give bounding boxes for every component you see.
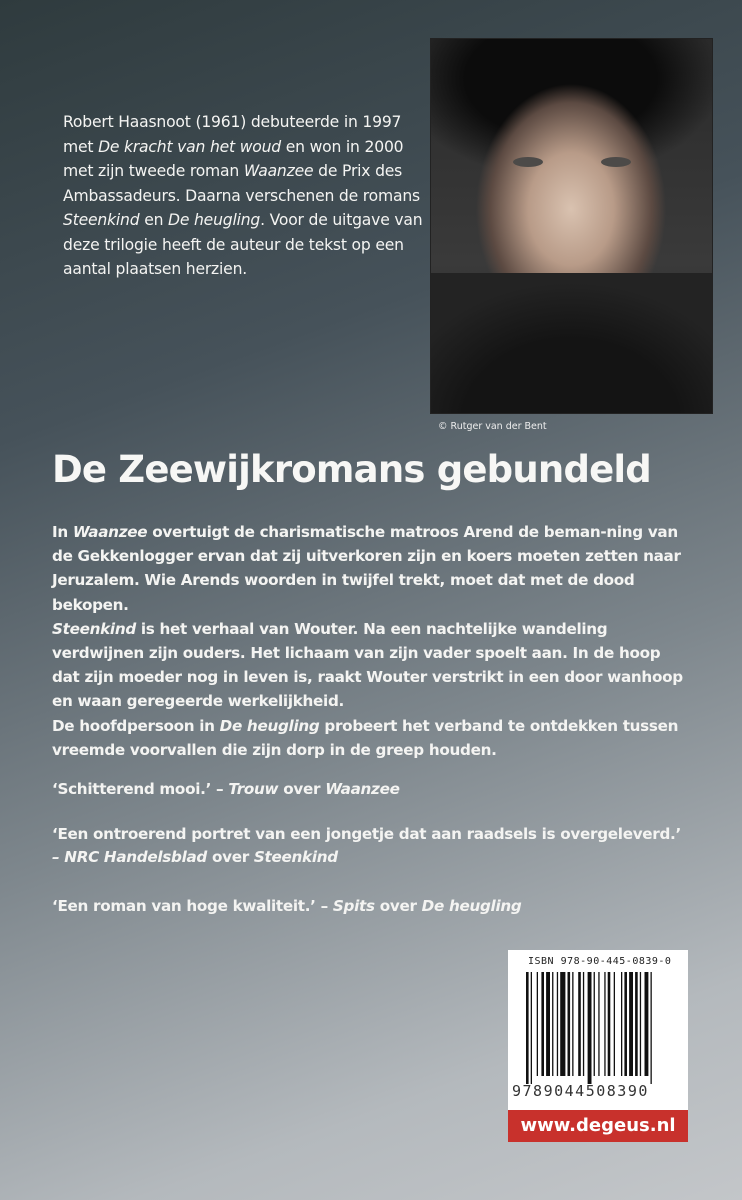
barcode-bar <box>629 972 633 1076</box>
barcode-bar <box>635 972 638 1076</box>
review-quote <box>52 823 681 869</box>
text-segment: over <box>374 897 422 915</box>
blurb-paragraph <box>52 714 692 762</box>
text-segment: ‘Een roman van hoge kwaliteit.’ – <box>52 897 333 915</box>
barcode-bar <box>560 972 565 1076</box>
text-segment: over <box>207 848 254 866</box>
text-segment: Robert Haasnoot (1961) debuteerde in 1997 met <box>63 113 402 156</box>
italic-title-text: Waanzee <box>72 523 148 541</box>
blurb-paragraph <box>52 520 692 617</box>
barcode-bar <box>568 972 571 1076</box>
text-segment: ‘Een ontroerend portret van een jongetje dat aan raadsels is overgeleverd.’ <box>52 825 681 843</box>
italic-title-text: De heugling <box>168 211 261 229</box>
text-segment: en <box>139 211 169 229</box>
barcode-bars <box>526 972 676 1084</box>
review-quote <box>52 778 400 801</box>
photo-eye <box>601 157 631 167</box>
text-segment: over <box>278 780 326 798</box>
text-segment: is het verhaal van Wouter. Na een nachtelijke wandeling verdwijnen zijn ouders. Het lichaam van zijn vader spoelt aan. In de hoop dat zijn moeder nog in leven is, raakt Wouter verstrikt in een door wanhoop en waan geregeerde werkelijkheid. <box>52 619 683 711</box>
italic-title-text: De kracht van het woud <box>98 137 281 156</box>
barcode <box>508 950 688 1110</box>
barcode-bar <box>604 972 605 1076</box>
text-segment: In <box>52 523 73 541</box>
italic-title-text: Steenkind <box>253 848 338 866</box>
italic-title-text: De heugling <box>421 897 522 915</box>
barcode-bar <box>624 972 627 1076</box>
italic-title-text: – NRC Handelsblad <box>52 848 208 866</box>
italic-title-text: De heugling <box>219 716 320 735</box>
italic-title-text: Spits <box>332 897 375 915</box>
barcode-bar <box>583 972 584 1076</box>
author-bio <box>63 110 423 282</box>
text-segment: De hoofdpersoon in <box>52 716 220 735</box>
text-segment: probeert het verband te ontdekken tussen vreemde voorvallen die zijn dorp in de greep houden. <box>52 716 679 759</box>
blurb-title: De Zeewijkromans gebundeld <box>52 448 651 491</box>
barcode-bar <box>557 972 558 1076</box>
review-quote <box>52 895 521 918</box>
blurb-body <box>52 520 692 762</box>
author-photo <box>430 38 713 414</box>
barcode-bar <box>578 972 581 1076</box>
isbn-text: ISBN 978-90-445-0839-0 <box>528 956 672 967</box>
barcode-bar <box>552 972 553 1076</box>
barcode-bar <box>588 972 592 1084</box>
ean-number: 9789044508390 <box>512 1082 649 1100</box>
text-segment: de Prix des Ambassadeurs. Daarna verschenen de romans <box>63 162 420 205</box>
photo-credit: © Rutger van der Bent <box>438 421 547 432</box>
barcode-bar <box>598 972 599 1076</box>
italic-title-text: Waanzee <box>243 162 314 180</box>
barcode-bar <box>572 972 573 1076</box>
italic-title-text: Trouw <box>228 780 279 798</box>
barcode-bar <box>541 972 544 1076</box>
italic-title-text: Steenkind <box>52 619 136 638</box>
blurb-paragraph <box>52 617 692 714</box>
barcode-bar <box>594 972 595 1076</box>
photo-eye <box>513 157 543 167</box>
publisher-website[interactable]: www.degeus.nl <box>508 1110 688 1142</box>
barcode-bar <box>526 972 529 1084</box>
italic-title-text: Waanzee <box>325 780 400 798</box>
text-segment: . Voor de uitgave van deze trilogie heeft de auteur de tekst op een aantal plaatsen herzien. <box>63 211 423 278</box>
barcode-bar <box>546 972 550 1076</box>
barcode-bar <box>651 972 652 1084</box>
barcode-bar <box>537 972 538 1076</box>
barcode-bar <box>640 972 641 1076</box>
italic-title-text: Steenkind <box>63 211 140 229</box>
barcode-bar <box>608 972 611 1076</box>
text-segment: overtuigt de charismatische matroos Arend de beman-ning van de Gekkenlogger ervan dat zij uitverkoren zijn en koers moeten zetten naar Jeruzalem. Wie Arends woorden in twijfel trekt, moet dat met de dood bekopen. <box>52 523 681 614</box>
barcode-bar <box>621 972 622 1076</box>
barcode-bar <box>645 972 649 1076</box>
photo-coat <box>431 273 712 413</box>
text-segment: ‘Schitterend mooi.’ – <box>52 780 229 798</box>
barcode-bar <box>614 972 615 1076</box>
barcode-bar <box>531 972 532 1084</box>
text-segment: en won in 2000 met zijn tweede roman <box>63 137 404 180</box>
